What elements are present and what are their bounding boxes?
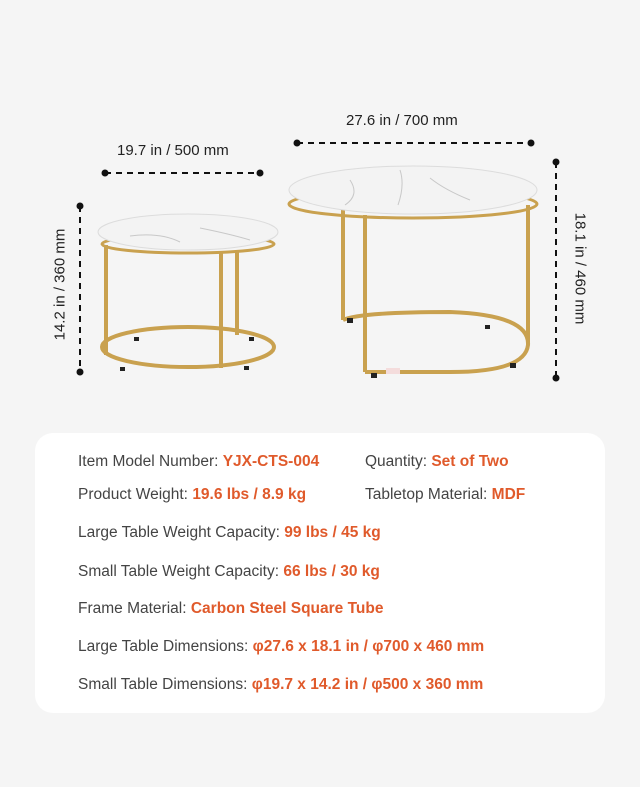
spec-label: Product Weight: — [78, 486, 193, 503]
spec-label: Small Table Weight Capacity: — [78, 563, 284, 580]
spec-value: Carbon Steel Square Tube — [190, 600, 384, 617]
spec-model — [78, 453, 319, 471]
spec-small-dims — [78, 676, 483, 694]
spec-value: 99 lbs / 45 kg — [284, 524, 381, 541]
spec-value: MDF — [491, 486, 526, 503]
spec-label: Frame Material: — [78, 600, 191, 617]
spec-label: Large Table Dimensions: — [78, 638, 253, 655]
small-width-dimension-line — [102, 170, 264, 177]
large-width-label: 27.6 in / 700 mm — [346, 112, 458, 129]
spec-value: 19.6 lbs / 8.9 kg — [192, 486, 307, 503]
spec-value: 66 lbs / 30 kg — [283, 563, 380, 580]
small-height-dimension-line — [77, 203, 84, 376]
large-width-dimension-line — [294, 140, 535, 147]
spec-label: Quantity: — [365, 453, 432, 470]
spec-value: φ19.7 x 14.2 in / φ500 x 360 mm — [251, 676, 484, 693]
spec-label: Tabletop Material: — [365, 486, 492, 503]
spec-large-dims — [78, 638, 484, 656]
spec-label: Small Table Dimensions: — [78, 676, 252, 693]
spec-tabletop — [365, 486, 525, 504]
spec-frame — [78, 600, 383, 618]
large-height-label: 18.1 in / 460 mm — [571, 212, 589, 325]
large-table — [289, 166, 537, 378]
spec-small-capacity — [78, 563, 380, 581]
small-width-label: 19.7 in / 500 mm — [117, 142, 229, 159]
spec-large-capacity — [78, 524, 381, 542]
small-height-label: 14.2 in / 360 mm — [51, 228, 69, 341]
spec-value: φ27.6 x 18.1 in / φ700 x 460 mm — [252, 638, 485, 655]
specifications-card — [35, 433, 605, 713]
large-height-dimension-line — [553, 159, 560, 382]
spec-label: Large Table Weight Capacity: — [78, 524, 285, 541]
spec-weight — [78, 486, 306, 504]
spec-value: YJX-CTS-004 — [222, 453, 320, 470]
spec-value: Set of Two — [431, 453, 509, 470]
spec-quantity — [365, 453, 509, 471]
spec-label: Item Model Number: — [78, 453, 223, 470]
small-table — [98, 214, 278, 371]
